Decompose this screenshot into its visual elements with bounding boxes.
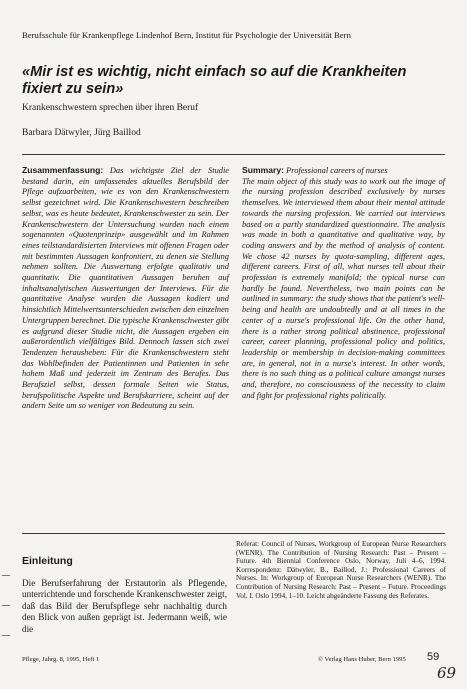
abstract-english bbox=[242, 165, 445, 401]
abstract-english-heading: Summary: bbox=[242, 165, 285, 175]
handwritten-page-number: 69 bbox=[437, 664, 457, 682]
introduction-heading: Einleitung bbox=[22, 555, 73, 567]
abstract-german-text: Das wichtigste Ziel der Studie bestand darin, ein umfassendes aktuelles Berufsbild der Pflege aufzuarbeiten, wie es von den Krankenschwestern selbst gezeichnet wird. Die Krankenschwestern beschreiben selbst, was es heute bedeutet, Krankenschwester zu sein. Der Krankenschwestern der Untersuchung wurden nach einem sogenannten «Quotenprinzip» ausgewählt und im Rahmen eines teilstandardisierten Interviews mit offenen Fragen oder mit bestimmten Aussagen konfrontiert, zu denen sie Stellung nehmen sollten. Die Auswertung erfolgte qualitativ und quantitativ. Die quantitativen Aussagen beruhen auf inhaltsanalytischen Auswertungen der Interviews. Für die quantitative Analyse wurden die Aussagen kodiert und hinsichtlich Mittelwertsunterschieden zwischen den einzelnen Untergruppen berechnet. Die typische Krankenschwester gibt es aufgrund dieser Studie nicht, die Aussagen ergeben ein außerordentlich vielfältiges Bild. Dennoch lassen sich zwei Tendenzen herausheben: Für die Krankenschwestern steht das Wohlbefinden der Patientinnen und Patienten in sehr hohem Maß und jederzeit im Zentrum des Berufes. Das Berufsziel selbst, dessen formale Seiten wie Status, berufspolitische Aspekte und Berufskarriere, scheint auf der andern Seite um so weniger von Bedeutung zu sein. bbox=[22, 166, 229, 411]
abstract-english-subheading: Professional careers of nurses bbox=[284, 166, 388, 175]
abstract-german-heading: Zusammenfassung: bbox=[22, 165, 104, 175]
article-title: «Mir ist es wichtig, nicht einfach so auf die Krankheiten fixiert zu sein» bbox=[22, 64, 407, 97]
page-number: 59 bbox=[427, 651, 440, 663]
top-divider bbox=[22, 154, 445, 155]
introduction-text: Die Berufserfahrung der Erstautorin als Pflegende, unterrichtende und forschende Krankenschwester zeigt, daß das Bild der Berufspflege sehr nachhaltig durch den Blick von außen geprägt ist. Jedermann weiß, wie die bbox=[22, 578, 227, 634]
journal-citation: Pflege, Jahrg. 8, 1995, Heft 1 bbox=[22, 656, 100, 663]
binding-margin-marks bbox=[2, 565, 10, 665]
abstract-english-text: The main object of this study was to work out the image of the nursing profession described exclusively by nurses themselves. We interviewed them about their mental attitude towards the nursing profession. We carried out interviews based on a partly standardized questionnaire. The analysis was made in both a quantitative and qualitative way, by coding answers and by the method of analysis of content. We chose 42 nurses by quota-sampling, different ages, different careers. First of all, what nurses tell about their profession is extremely manifold; the typical nurse can hardly be found. Nevertheless, two main points can be outlined in summary: the study shows that the patient's well-being and health are undoubtedly and at all times in the center of a nurse's professional life. On the other hand, there is a rather strong political abstinence, professional career, career planning, professional policy and politics, leadership or membership in decision-making committees are, in general, not in a nurse's interest. In other words, there is no such thing as a political culture amongst nurses and, therefore, no consciousness of the necessity to claim and fight for professional rights politically. bbox=[242, 176, 446, 400]
publisher-copyright: © Verlag Hans Huber, Bern 1995 bbox=[318, 656, 406, 663]
references-footnote: Referat: Council of Nurses, Workgroup of European Nurse Researchers (WENR). The Contribution of Nursing Research: Past – Present – Future. 4th Biennial Conference Oslo, Norway, Juli 4–6, 1994. Korrespondenz: Dätwyler, B., Baillod, J.: Professional Careers of Nurses. In: Workgroup of European Nurse Researchers (WENR). The Contribution of Nursing Research: Past – Present – Future. Proceedings Vol. I. Oslo 1994, 1–10. Leicht abgeänderte Fassung des Referates. bbox=[236, 540, 446, 600]
abstract-divider bbox=[22, 533, 445, 534]
abstract-german bbox=[22, 165, 229, 412]
institution-header: Berufsschule für Krankenpflege Lindenhof Bern, Institut für Psychologie der Universität Bern bbox=[22, 30, 351, 40]
article-authors: Barbara Dätwyler, Jürg Baillod bbox=[22, 128, 141, 138]
article-subtitle: Krankenschwestern sprechen über ihren Beruf bbox=[22, 103, 199, 113]
